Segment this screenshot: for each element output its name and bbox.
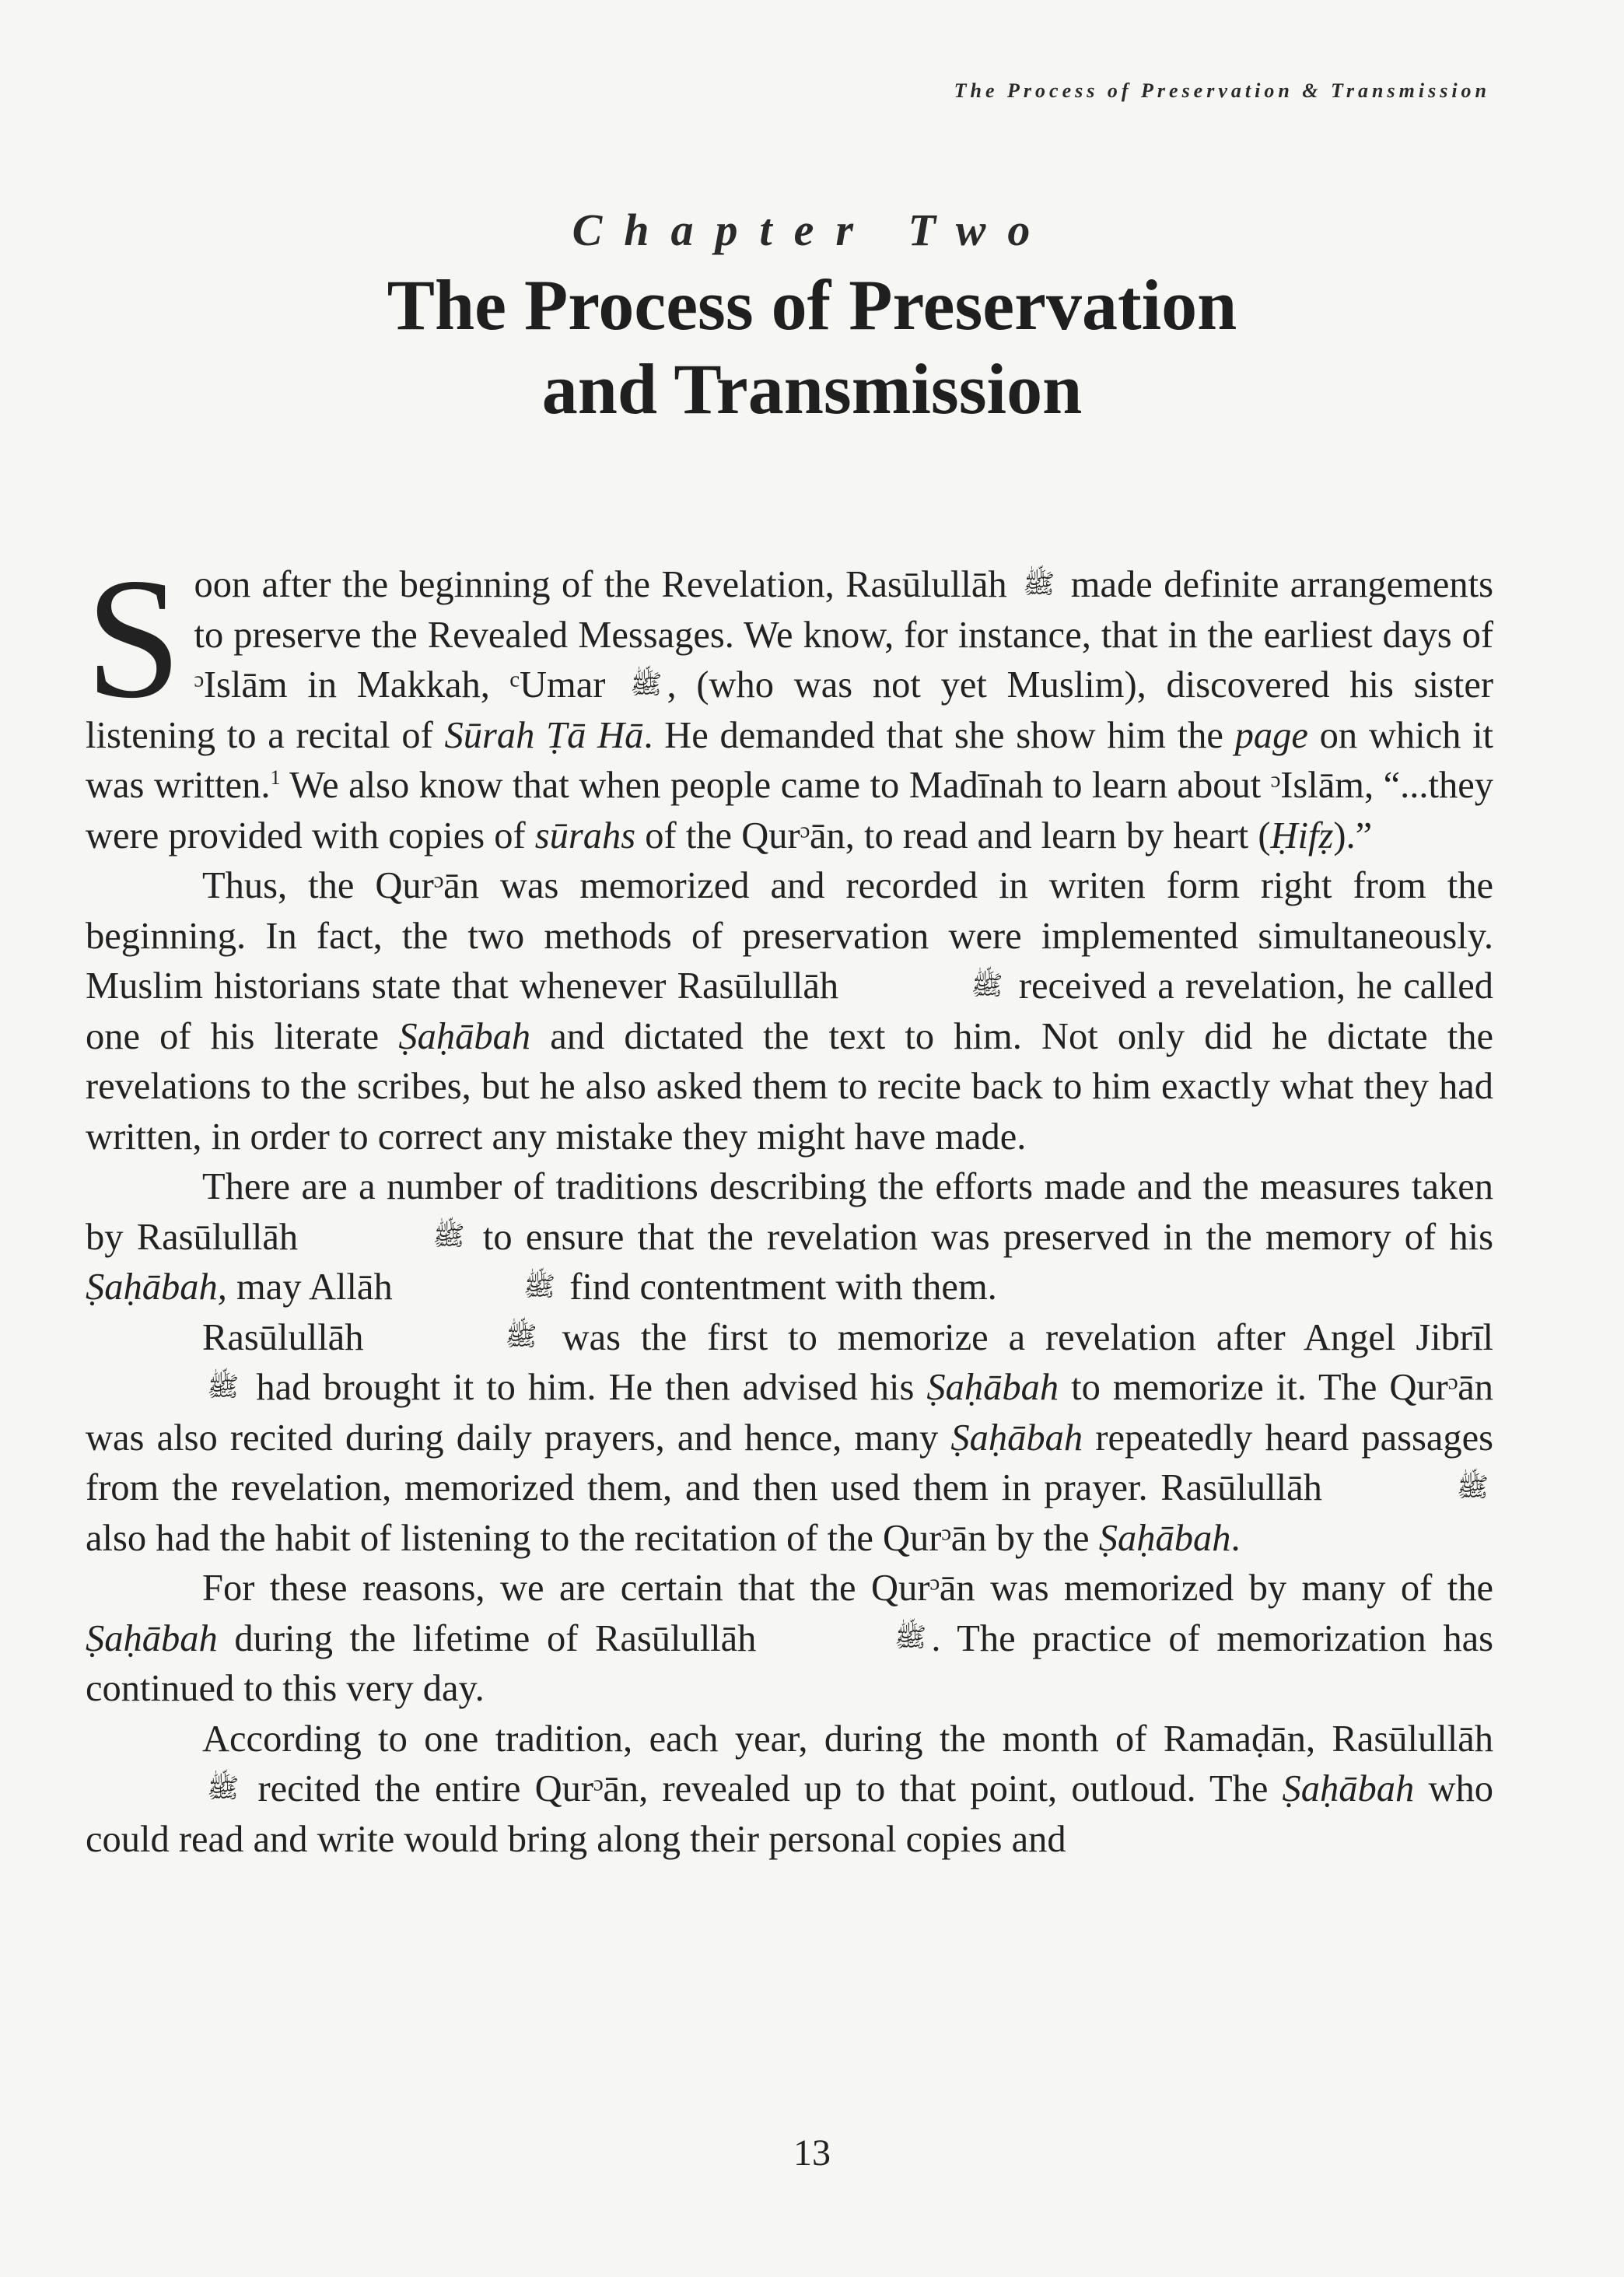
text-run: recited the entire Qurᵓān, revealed up to that point, outloud. The: [257, 1768, 1269, 1809]
text-run: According to one tradition, each year, during the month of Ramaḍān, Rasūlullāh: [202, 1718, 1493, 1760]
text-run: of the Qurᵓān, to read and learn by heart (: [645, 814, 1271, 857]
paragraph-5: [86, 1564, 1493, 1715]
paragraph-4: [86, 1313, 1493, 1564]
honorific-calligraphy-icon: ﷺ: [894, 1624, 927, 1653]
text-run: Rasūlullāh: [202, 1316, 364, 1358]
honorific-calligraphy-icon: ﷺ: [432, 1222, 465, 1252]
text-run: to ensure that the revelation was preserved in the memory of his: [482, 1216, 1493, 1258]
text-run: on which it was written.: [86, 714, 1494, 806]
emphasis-sahabah: Ṣaḥābah: [926, 1367, 1059, 1408]
text-run: who could read and write would bring along their personal copies and: [86, 1768, 1493, 1860]
footnote-marker: 1: [270, 765, 281, 789]
text-run: ).”: [1333, 814, 1373, 857]
text-run: . He demanded that she show him the: [643, 714, 1223, 756]
text-run: had brought it to him. He then advised his: [256, 1367, 915, 1408]
surah-name: Sūrah Ṭā Hā: [444, 714, 644, 756]
text-run: may Allāh: [236, 1266, 393, 1308]
text-run: made definite arrangements to preserve the Revealed Messages. We know, for instance, that in the earliest days of ᵓIslām in Makkah, ᶜUmar: [194, 564, 1494, 706]
text-run: and dictated the text to him. Not only did he dictate the revelations to the scribes, but he also asked them to recite back to him exactly what they had written, in order to correct any mistake they might have made.: [86, 1015, 1494, 1158]
paragraph-2: [86, 861, 1493, 1162]
text-run: There are a number of traditions describing the efforts made and the measures taken by Rasūlullāh: [86, 1166, 1493, 1258]
honorific-calligraphy-icon: ﷺ: [1023, 569, 1055, 599]
text-run: For these reasons, we are certain that the Qurᵓān was memorized by many of the: [202, 1568, 1493, 1609]
emphasis-sahabah: Ṣaḥābah: [950, 1417, 1083, 1459]
emphasis-surahs: sūrahs: [534, 814, 636, 857]
emphasis-page: page: [1234, 714, 1308, 756]
chapter-title-line-1: The Process of Preservation: [387, 265, 1237, 345]
text-run: oon after the beginning of the Revelation, Rasūlullāh: [194, 564, 1007, 605]
text-run: also had the habit of listening to the recitation of the Qurᵓān by the: [86, 1517, 1090, 1559]
drop-cap: S: [86, 543, 182, 734]
text-run: Thus, the Qurᵓān was memorized and recorded in writen form right from the beginning. In fact, the two methods of preservation were implemented simultaneously. Muslim historians state that whenever Rasūlullāh: [86, 865, 1493, 1007]
emphasis-sahabah: Ṣaḥābah: [398, 1015, 531, 1057]
honorific-calligraphy-icon: ﷺ: [207, 1372, 240, 1402]
paragraph-3: [86, 1162, 1493, 1313]
honorific-calligraphy-icon: ﷺ: [971, 971, 1003, 1000]
body-text: [86, 543, 1494, 1865]
text-run: received a revelation, he called one of his literate: [86, 965, 1494, 1057]
text-run: find contentment with them.: [569, 1266, 997, 1308]
emphasis-sahabah: Ṣaḥābah: [86, 1617, 218, 1659]
honorific-calligraphy-icon: ﷺ: [630, 670, 663, 699]
text-run: . The practice of memorization has continued to this very day.: [86, 1617, 1493, 1709]
honorific-calligraphy-icon: ﷺ: [1456, 1473, 1489, 1502]
emphasis-sahabah: Ṣaḥābah: [1282, 1768, 1415, 1809]
text-run: was the first to memorize a revelation after Angel Jibrīl: [562, 1316, 1494, 1358]
text-run: , (who was not yet Muslim), discovered his sister listening to a recital of: [86, 664, 1493, 756]
text-run: repeatedly heard passages from the revelation, memorized them, and then used them in prayer. Rasūlullāh: [86, 1417, 1494, 1508]
paragraph-6: [86, 1715, 1493, 1865]
honorific-calligraphy-icon: ﷺ: [505, 1322, 537, 1352]
chapter-title-line-2: and Transmission: [541, 349, 1083, 429]
text-run: .: [1230, 1517, 1241, 1559]
emphasis-sahabah: Ṣaḥābah,: [86, 1266, 227, 1308]
text-run: to memorize it. The Qurᵓān was also recited during daily prayers, and hence, many: [86, 1367, 1494, 1459]
page-number: 13: [793, 2132, 831, 2174]
paragraph-1: [86, 543, 1494, 861]
running-head: The Process of Preservation & Transmission: [954, 79, 1490, 102]
honorific-calligraphy-icon: ﷺ: [207, 1774, 240, 1803]
text-run: during the lifetime of Rasūlullāh: [234, 1617, 757, 1659]
chapter-title: [0, 263, 1624, 431]
emphasis-sahabah: Ṣaḥābah: [1098, 1517, 1231, 1559]
emphasis-hifz: Ḥifẓ: [1270, 814, 1334, 857]
honorific-calligraphy-icon: ﷺ: [523, 1272, 556, 1301]
chapter-label: Chapter Two: [572, 205, 1052, 255]
text-run: We also know that when people came to Madīnah to learn about ᵓIslām, “...they were provided with copies of: [86, 765, 1494, 857]
